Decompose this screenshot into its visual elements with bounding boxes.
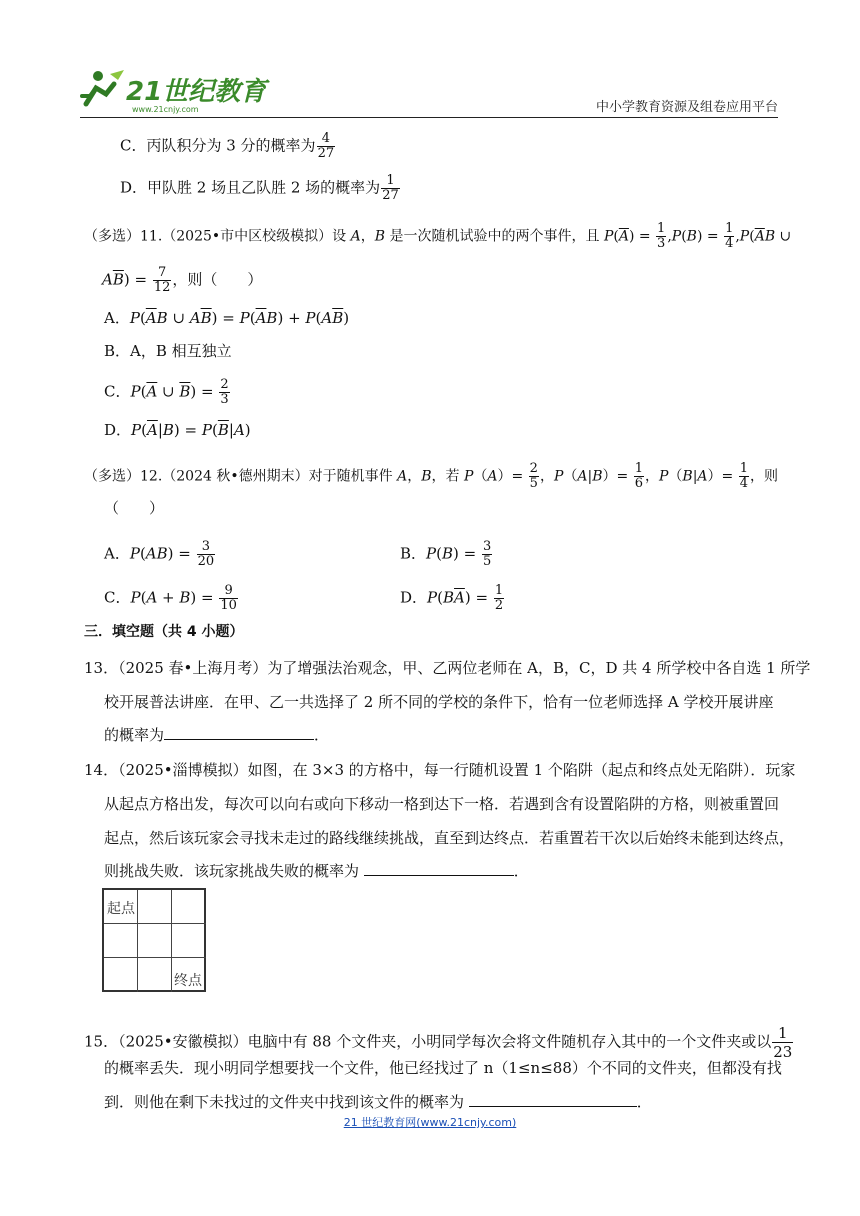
grid-cell (172, 924, 206, 958)
section-heading: 三．填空题（共 4 小题） (84, 624, 244, 640)
grid-cell (104, 958, 138, 992)
q10-option-d: D．甲队胜 2 场且乙队胜 2 场的概率为 $\frac{1}{27}$ (120, 173, 399, 203)
q11-option-a: A．$P(\overline{A}B$ ∪ $A\overline{B}) = P(\overline{A}B) + P(A\overline{B})$ (104, 309, 350, 327)
logo-text: 21世纪教育 (126, 77, 267, 107)
site-logo (80, 66, 267, 116)
runner-icon (82, 70, 124, 104)
q11-option-b: B．A，B 相互独立 (104, 342, 232, 360)
q15-line2: 的概率丢失．现小明同学想要找一个文件，他已经找过了 n（1≤n≤88）个不同的文件夹，但都没有找 (104, 1059, 782, 1077)
q14-line3: 起点，然后该玩家会寻找未走过的路线继续挑战，直至到达终点．若重置若干次以后始终未能到达终点， (104, 829, 795, 847)
answer-blank[interactable] (469, 1092, 637, 1107)
grid-cell-start: 起点 (104, 890, 138, 924)
q14-line4: 则挑战失败．该玩家挑战失败的概率为 ． (104, 862, 529, 880)
grid-cell (138, 890, 172, 924)
q14-line2: 从起点方格出发，每次可以向右或向下移动一格到达下一格．若遇到含有设置陷阱的方格，则被重置回 (104, 795, 780, 813)
logo-subtext: www.21cnjy.com (132, 105, 199, 114)
q11-option-c: C．$P(\overline{A}$ ∪ $\overline{B}$) = $\frac{2}{3}$ (104, 377, 229, 407)
q11-stem: （多选）11.（2025•市中区校级模拟）设 A，B 是一次随机试验中的两个事件，且 $P(\overline{A})$ = $\frac{1}{3}$ ,P(B) = $\frac{1}{4}$ $,P(\overline{A}B$ ∪ (84, 221, 792, 251)
q15-line1: 15．（2025•安徽模拟）电脑中有 88 个文件夹，小明同学每次会将文件随机存入其中的一个文件夹或以 $\frac{1}{23}$ (84, 1024, 793, 1061)
q12-paren: （ ） (104, 499, 165, 517)
q15-line3: 到．则他在剩下未找过的文件夹中找到该文件的概率为 ． (104, 1093, 652, 1111)
trap-grid (102, 888, 206, 992)
q11-stem-line2: $A\overline{B}$) = $\frac{7}{12}$ ，则（ ） (102, 265, 263, 295)
grid-cell (104, 924, 138, 958)
answer-blank[interactable] (164, 725, 314, 740)
q12-option-c: C．P(A + B) = $\frac{9}{10}$ (104, 583, 237, 613)
q14-line1: 14．（2025•淄博模拟）如图，在 3×3 的方格中，每一行随机设置 1 个陷阱（起点和终点处无陷阱）．玩家 (84, 761, 796, 779)
grid-cell-end: 终点 (174, 973, 202, 989)
q10-option-c: C．丙队积分为 3 分的概率为 $\frac{4}{27}$ (120, 131, 335, 161)
grid-cell (138, 958, 172, 992)
q12-option-b: B．P(B) = $\frac{3}{5}$ (400, 539, 492, 569)
q12-option-d: D．$P(B\overline{A})$ = $\frac{1}{2}$ (400, 583, 504, 613)
q12-stem: （多选）12.（2024 秋•德州期末）对于随机事件 A，B，若 P（A）= $\frac{2}{5}$ ，P（A|B）= $\frac{1}{6}$ ，P（B|A）= $\frac{1}{4}$ ，则 (84, 461, 779, 491)
grid-cell (172, 890, 206, 924)
q11-option-d: D．$P(\overline{A}|B) = P(\overline{B}|A)$ (104, 421, 251, 439)
q13-line2: 校开展普法讲座．在甲、乙一共选择了 2 所不同的学校的条件下，恰有一位老师选择 A 学校开展讲座 (104, 693, 774, 711)
platform-title: 中小学教育资源及组卷应用平台 (595, 100, 778, 115)
answer-blank[interactable] (364, 861, 514, 876)
q13-line3: 的概率为 ． (104, 726, 330, 744)
q12-option-a: A．P(AB) = $\frac{3}{20}$ (104, 539, 215, 569)
q13-line1: 13．（2025 春•上海月考）为了增强法治观念，甲、乙两位老师在 A，B，C，D 共 4 所学校中各自选 1 所学 (84, 659, 811, 677)
header-divider (80, 117, 778, 118)
footer-link[interactable]: 21 世纪教育网(www.21cnjy.com) (343, 1116, 517, 1129)
grid-cell (138, 924, 172, 958)
